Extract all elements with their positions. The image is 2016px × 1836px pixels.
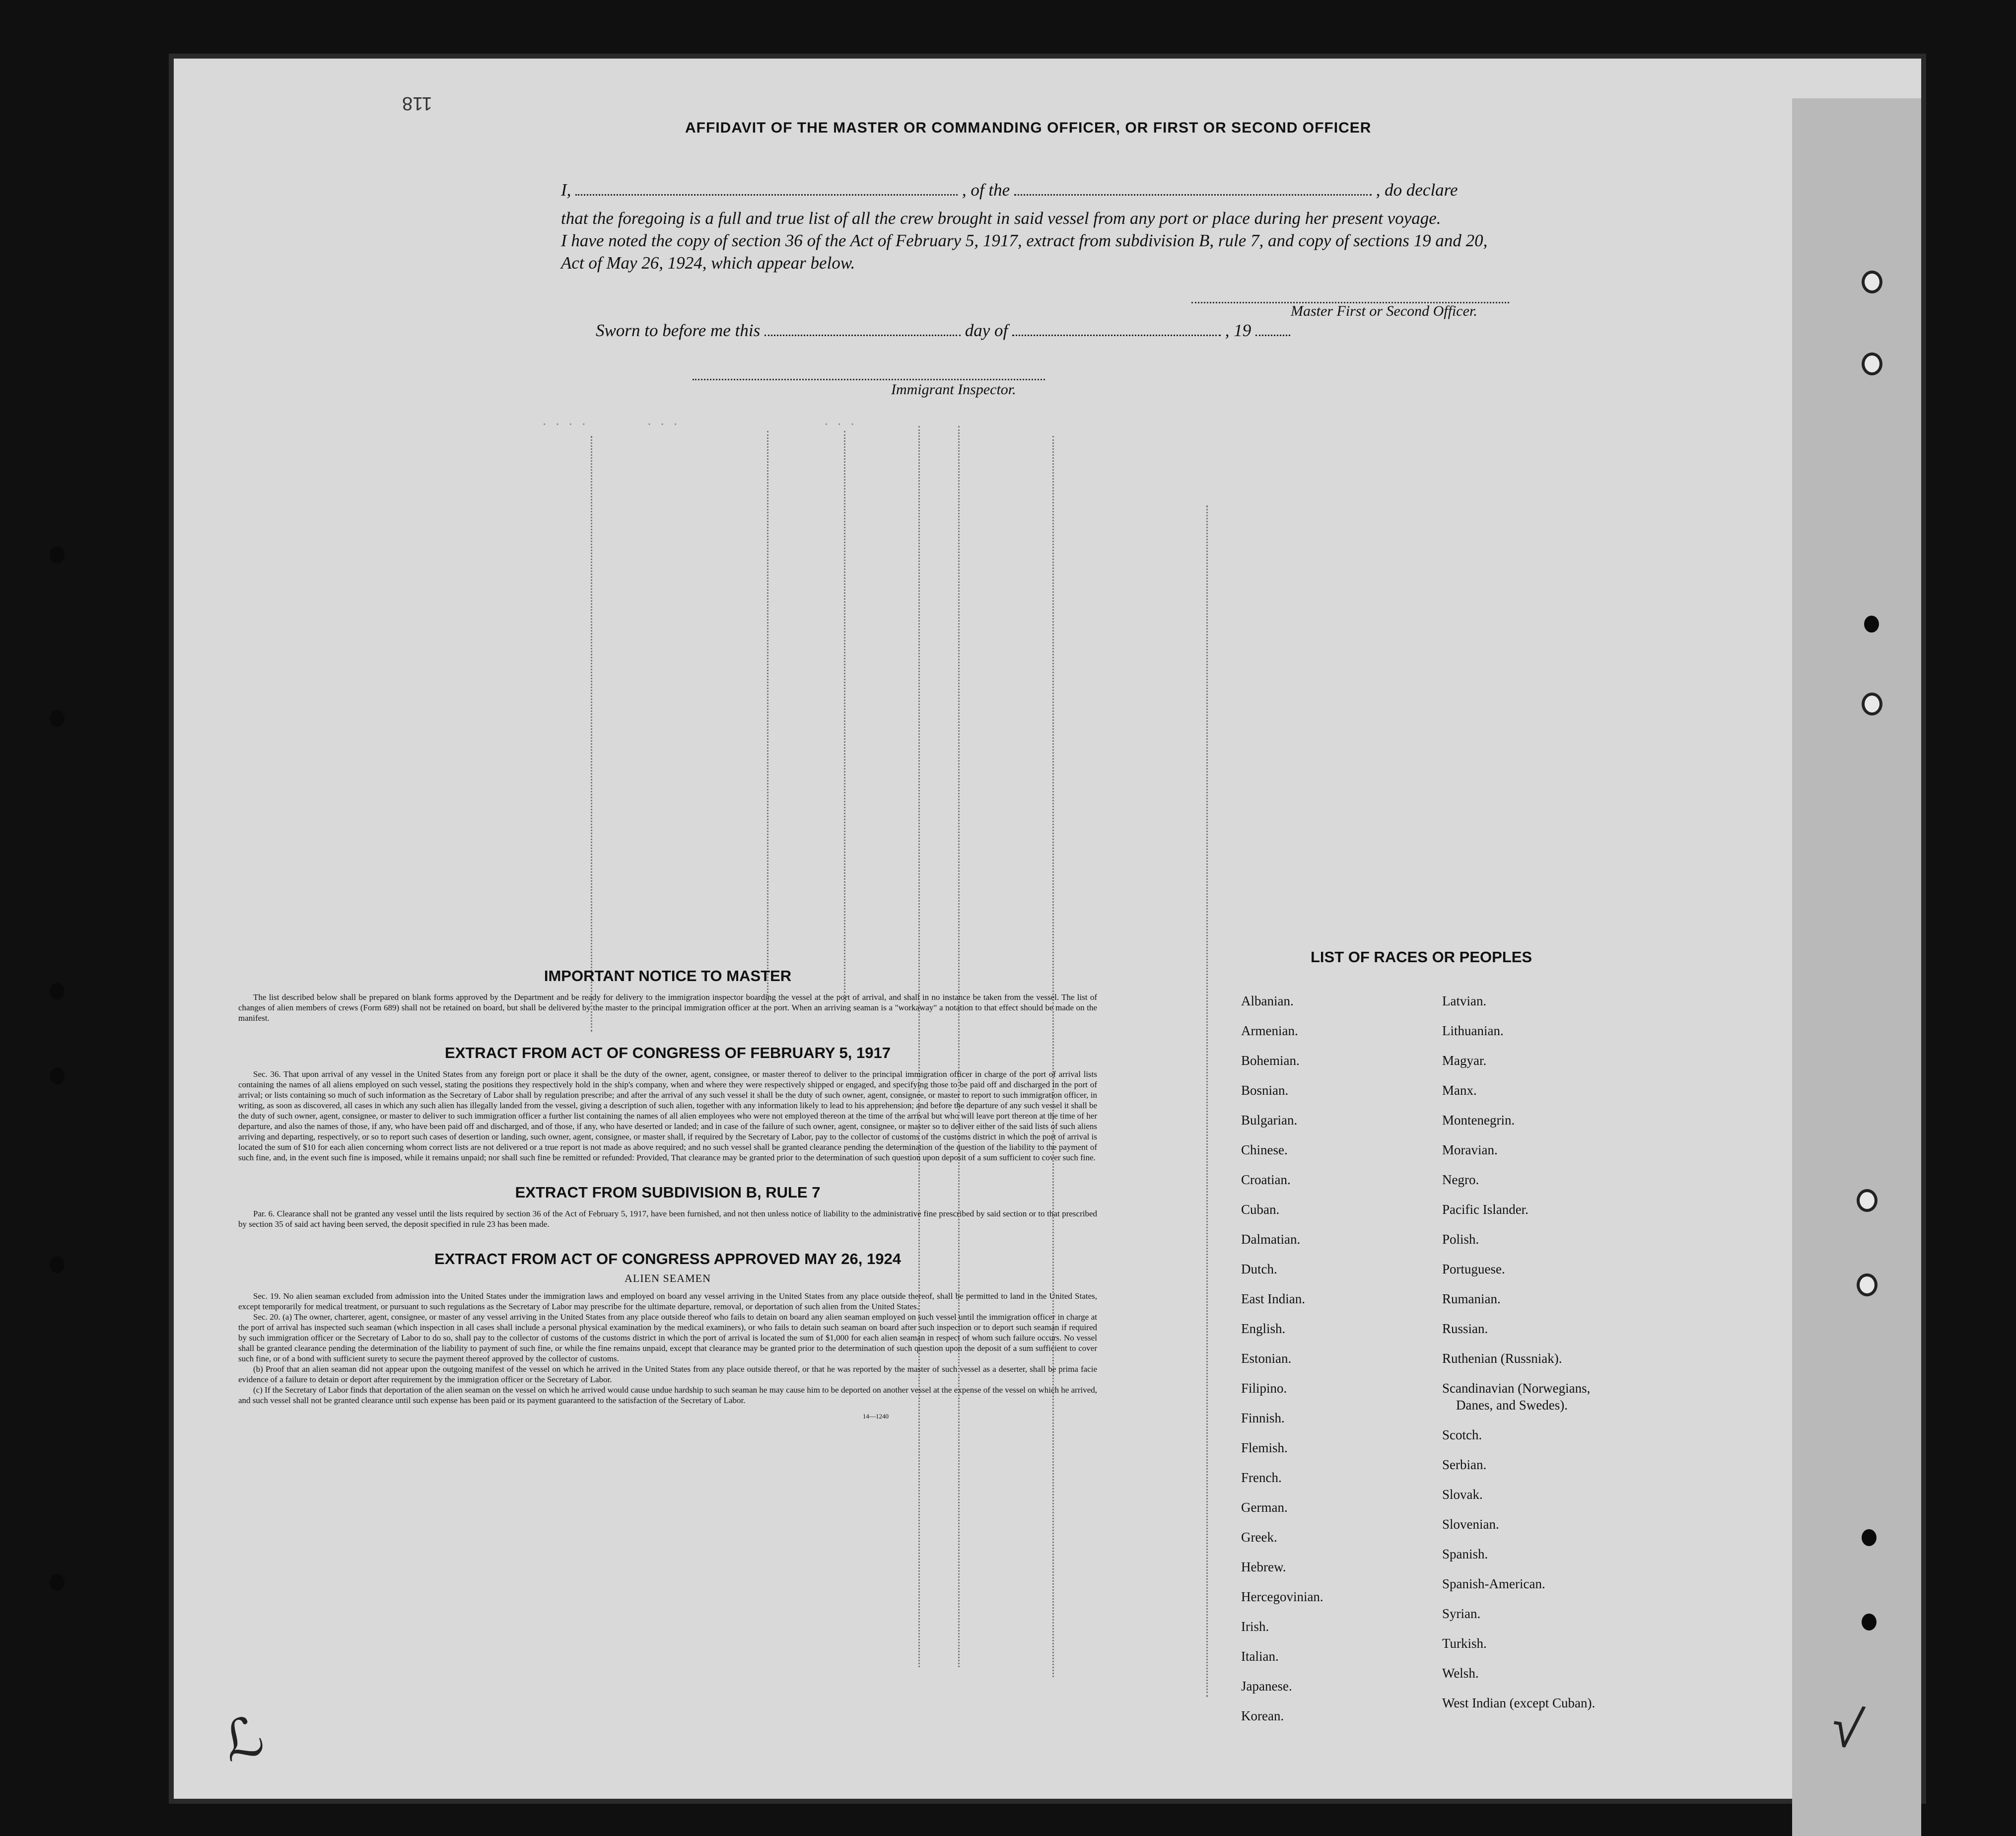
affidavit-line1-end: , do declare: [1376, 180, 1458, 200]
race-item: Finnish.: [1241, 1411, 1285, 1425]
race-item: Filipino.: [1241, 1381, 1287, 1396]
race-item: Irish.: [1241, 1619, 1269, 1634]
race-item: Bosnian.: [1241, 1083, 1289, 1098]
sworn-day-blank[interactable]: [765, 335, 961, 336]
extract2-body: Par. 6. Clearance shall not be granted any vessel until the lists required by section 36 of the Act of February 5, 1917, have been furnished, and not then unless notice of liability to the administrative fine prescribed by said section or to that prescribed by section 35 of said act having been served, the deposit specified in rule 23 has been made.: [238, 1209, 1097, 1229]
race-item: West Indian (except Cuban).: [1442, 1695, 1596, 1710]
form-number: 14—1240: [863, 1412, 889, 1420]
races-column-2: [1442, 986, 1690, 1718]
race-item: German.: [1241, 1500, 1288, 1515]
binder-hole: [1857, 1189, 1877, 1212]
race-item: Bohemian.: [1241, 1053, 1300, 1068]
race-item: Syrian.: [1442, 1606, 1481, 1621]
sworn-start: Sworn to before me this: [596, 321, 761, 340]
race-item: Spanish-American.: [1442, 1576, 1545, 1591]
race-item: Croatian.: [1241, 1172, 1291, 1187]
race-item: Scotch.: [1442, 1427, 1482, 1442]
binder-hole: [50, 546, 65, 563]
vessel-blank[interactable]: [1014, 194, 1372, 196]
race-item: East Indian.: [1241, 1291, 1305, 1306]
legal-text-column: [238, 967, 1097, 1420]
affidavit-line4: Act of May 26, 1924, which appear below.: [561, 253, 855, 273]
extract1-body: Sec. 36. That upon arrival of any vessel in the United States from any foreign port or place it shall be the duty of the owner, agent, consignee, or master thereof to deliver to the principal immigration officer in charge of the port of arrival lists containing the names of all aliens employed on such vessel, stating the positions they respectively hold in the ship's company, when and where they were respectively shipped or engaged, and specifying those to be paid off and discharged in the port of arrival; or lists containing so much of such information as the Secretary of Labor shall by regulation prescribe; and after the arrival of any such vessel it shall be the duty of such owner, agent, consignee, or master to report to such immigration officer, in writing, as soon as discovered, all cases in which any such alien has illegally landed from the vessel, giving a description of such alien, together with any information likely to lead to his apprehension; and before the departure of any such vessel it shall be the duty of such owner, agent, consignee, or master to deliver to such immigration officer a further list containing the names of all alien employees who were not employed thereon at the time of the arrival but who will leave port thereon at the time of her departure, and also the names of those, if any, who have been paid off and discharged, and of those, if any, who have deserted or landed; and in case of the failure of such owner, agent, consignee, or master so to deliver either of the said lists of such aliens arriving and departing, respectively, or so to report such cases of desertion or landing, such owner, agent, consignee, or master shall, if required by the Secretary of Labor, pay to the collector of customs of the customs district in which the port of arrival is located the sum of $10 for each alien concerning whom correct lists are not delivered or a true report is not made as above required; and no such vessel shall be granted clearance pending the determination of the question of the liability to the payment of such fine, and, in the event such fine is imposed, while it remains unpaid; nor shall such fine be remitted or refunded: Provided, That clearance may be granted prior to the determination of such question upon deposit of a sum sufficient to cover such fine.: [238, 1069, 1097, 1162]
race-item: Hercegovinian.: [1241, 1589, 1323, 1604]
binder-hole: [50, 1256, 65, 1273]
race-item: Magyar.: [1442, 1053, 1487, 1068]
column-rule: [767, 431, 768, 1002]
extract2-title: EXTRACT FROM SUBDIVISION B, RULE 7: [515, 1184, 821, 1201]
race-item: Negro.: [1442, 1172, 1479, 1187]
race-item: Portuguese.: [1442, 1262, 1505, 1276]
race-item: Ruthenian (Russniak).: [1442, 1351, 1562, 1366]
race-item: Spanish.: [1442, 1547, 1488, 1561]
handwritten-check: √: [1826, 1695, 1867, 1762]
sec20c-text: (c) If the Secretary of Labor finds that deportation of the alien seaman on the vessel on which he arrived would cause undue hardship to such seaman he may cause him to be deported on another vessel at the expense of the vessel on which he arrived, and such vessel shall not be granted clearance until such expense has been paid or its payment guaranteed to the satisfaction of the Secretary of Labor.: [238, 1385, 1097, 1405]
affidavit-line1-start: I,: [561, 180, 571, 200]
race-item: Danes, and Swedes).: [1456, 1398, 1568, 1412]
races-column-1: [1241, 986, 1440, 1731]
binder-hole: [1862, 1529, 1877, 1546]
race-item: Italian.: [1241, 1649, 1279, 1664]
race-item: Korean.: [1241, 1708, 1284, 1723]
race-item: Bulgarian.: [1241, 1113, 1298, 1128]
binder-hole: [50, 710, 65, 727]
binder-hole: [1864, 616, 1879, 633]
race-item: Montenegrin.: [1442, 1113, 1515, 1128]
race-item: Russian.: [1442, 1321, 1488, 1336]
binder-hole: [1862, 693, 1882, 715]
sworn-mid: day of: [965, 321, 1008, 340]
bleed-through-text: . . . . . . . . . .: [541, 416, 856, 428]
race-item: Scandinavian (Norwegians,: [1442, 1381, 1591, 1396]
name-blank[interactable]: [575, 194, 958, 196]
race-item: French.: [1241, 1470, 1282, 1485]
race-item: Armenian.: [1241, 1023, 1298, 1038]
inspector-signature-line[interactable]: [693, 379, 1045, 380]
sworn-month-blank[interactable]: [1012, 335, 1221, 336]
manifest-page: [174, 59, 1921, 1799]
race-item: Rumanian.: [1442, 1291, 1501, 1306]
affidavit-title: AFFIDAVIT OF THE MASTER OR COMMANDING OFFICER, OR FIRST OR SECOND OFFICER: [685, 120, 1372, 136]
notice-title: IMPORTANT NOTICE TO MASTER: [544, 967, 792, 985]
race-item: English.: [1241, 1321, 1286, 1336]
officer-label: Master First or Second Officer.: [1291, 303, 1477, 319]
race-item: Polish.: [1442, 1232, 1479, 1247]
race-item: Pacific Islander.: [1442, 1202, 1529, 1217]
race-item: Estonian.: [1241, 1351, 1292, 1366]
column-rule: [591, 436, 592, 1032]
extract3-title: EXTRACT FROM ACT OF CONGRESS APPROVED MAY 26, 1924: [434, 1250, 901, 1268]
affidavit-line3: I have noted the copy of section 36 of the Act of February 5, 1917, extract from subdivision B, rule 7, and copy of sections 19 and 20,: [561, 231, 1488, 250]
extract1-title: EXTRACT FROM ACT OF CONGRESS OF FEBRUARY 5, 1917: [445, 1044, 891, 1061]
binder-hole: [50, 1574, 65, 1591]
race-item: Chinese.: [1241, 1142, 1288, 1157]
binder-hole: [50, 983, 65, 1000]
binder-hole: [1857, 1273, 1877, 1296]
race-item: Manx.: [1442, 1083, 1477, 1098]
notice-body: The list described below shall be prepared on blank forms approved by the Department and be ready for delivery to the immigration inspector boarding the vessel at the port of arrival, and shall in no instance be taken from the vessel. The list of changes of alien members of crews (Form 689) shall not be retained on board, but shall be delivered by the master to the principal immigration officer at the port. When an arriving seaman is a "workaway" a notation to that effect should be made on the manifest.: [238, 992, 1097, 1023]
inspector-label: Immigrant Inspector.: [891, 381, 1016, 398]
handwritten-mark: ℒ: [216, 1704, 270, 1774]
underlying-page-edge: [1792, 98, 1921, 1836]
race-item: Latvian.: [1442, 993, 1487, 1008]
extract3-subtitle: ALIEN SEAMEN: [625, 1272, 711, 1284]
race-item: Cuban.: [1241, 1202, 1280, 1217]
sec20a-text: Sec. 20. (a) The owner, charterer, agent, consignee, or master of any vessel arriving in the United States from any place outside thereof who fails to detain on board any alien seaman employed on such vessel until the immigration officer in charge at the port of arrival has inspected such seaman (which inspection in all cases shall include a personal physical examination by the medical examiners), or who fails to detain such seaman on board after such inspection or to deport such seaman if required by such immigration officer or the Secretary of Labor to do so, shall pay to the collector of customs of the customs district in which the port of arrival is located the sum of $1,000 for each alien seaman in respect of whom such failure occurs. No vessel shall be granted clearance pending the determination of the liability to payment of such fine, or while the fine remains unpaid, except that clearance may be granted prior to the determination of such question upon the deposit of a sum sufficient to cover such fine, or of a bond with sufficient surety to secure the payment thereof approved by the collector of customs.: [238, 1312, 1097, 1363]
binder-hole: [1862, 1614, 1877, 1630]
sec20b-text: (b) Proof that an alien seaman did not appear upon the outgoing manifest of the vessel on which he arrived in the United States from any place outside thereof, or that he was reported by the master of such vessel as a deserter, shall be prima facie evidence of a failure to detain or deport after requirement by the immigration officer or the Secretary of Labor.: [238, 1364, 1097, 1384]
column-rule: [844, 431, 845, 1002]
affidavit-line2: that the foregoing is a full and true list of all the crew brought in said vessel from any port or place during her present voyage.: [561, 209, 1441, 228]
page-number: 118: [402, 93, 432, 114]
race-item: Welsh.: [1442, 1666, 1479, 1681]
sworn-end: , 19: [1225, 321, 1251, 340]
race-item: Albanian.: [1241, 993, 1294, 1008]
binder-hole: [1862, 271, 1882, 293]
race-item: Serbian.: [1442, 1457, 1487, 1472]
race-item: Moravian.: [1442, 1142, 1498, 1157]
sworn-line: [596, 321, 1489, 341]
sworn-year-blank[interactable]: [1255, 335, 1290, 336]
race-item: Dutch.: [1241, 1262, 1277, 1276]
race-item: Lithuanian.: [1442, 1023, 1504, 1038]
column-rule: [1206, 505, 1208, 1697]
binder-hole: [1862, 353, 1882, 375]
race-item: Japanese.: [1241, 1679, 1292, 1694]
race-item: Dalmatian.: [1241, 1232, 1301, 1247]
race-item: Hebrew.: [1241, 1559, 1286, 1574]
affidavit-line1: [561, 180, 1703, 200]
races-title: LIST OF RACES OR PEOPLES: [1311, 948, 1532, 966]
race-item: Slovak.: [1442, 1487, 1483, 1502]
race-item: Turkish.: [1442, 1636, 1487, 1651]
race-item: Greek.: [1241, 1530, 1277, 1545]
affidavit-line1-mid: , of the: [962, 180, 1010, 200]
sec19-text: Sec. 19. No alien seaman excluded from admission into the United States under the immigration laws and employed on board any vessel arriving in the United States from any place outside thereof, shall be permitted to land in the United States, except temporarily for medical treatment, or pursuant to such regulations as the Secretary of Labor may prescribe for the ultimate departure, removal, or deportation of such alien from the United States.: [238, 1291, 1097, 1311]
binder-hole: [50, 1067, 65, 1084]
race-item: Flemish.: [1241, 1440, 1288, 1455]
race-item: Slovenian.: [1442, 1517, 1499, 1532]
